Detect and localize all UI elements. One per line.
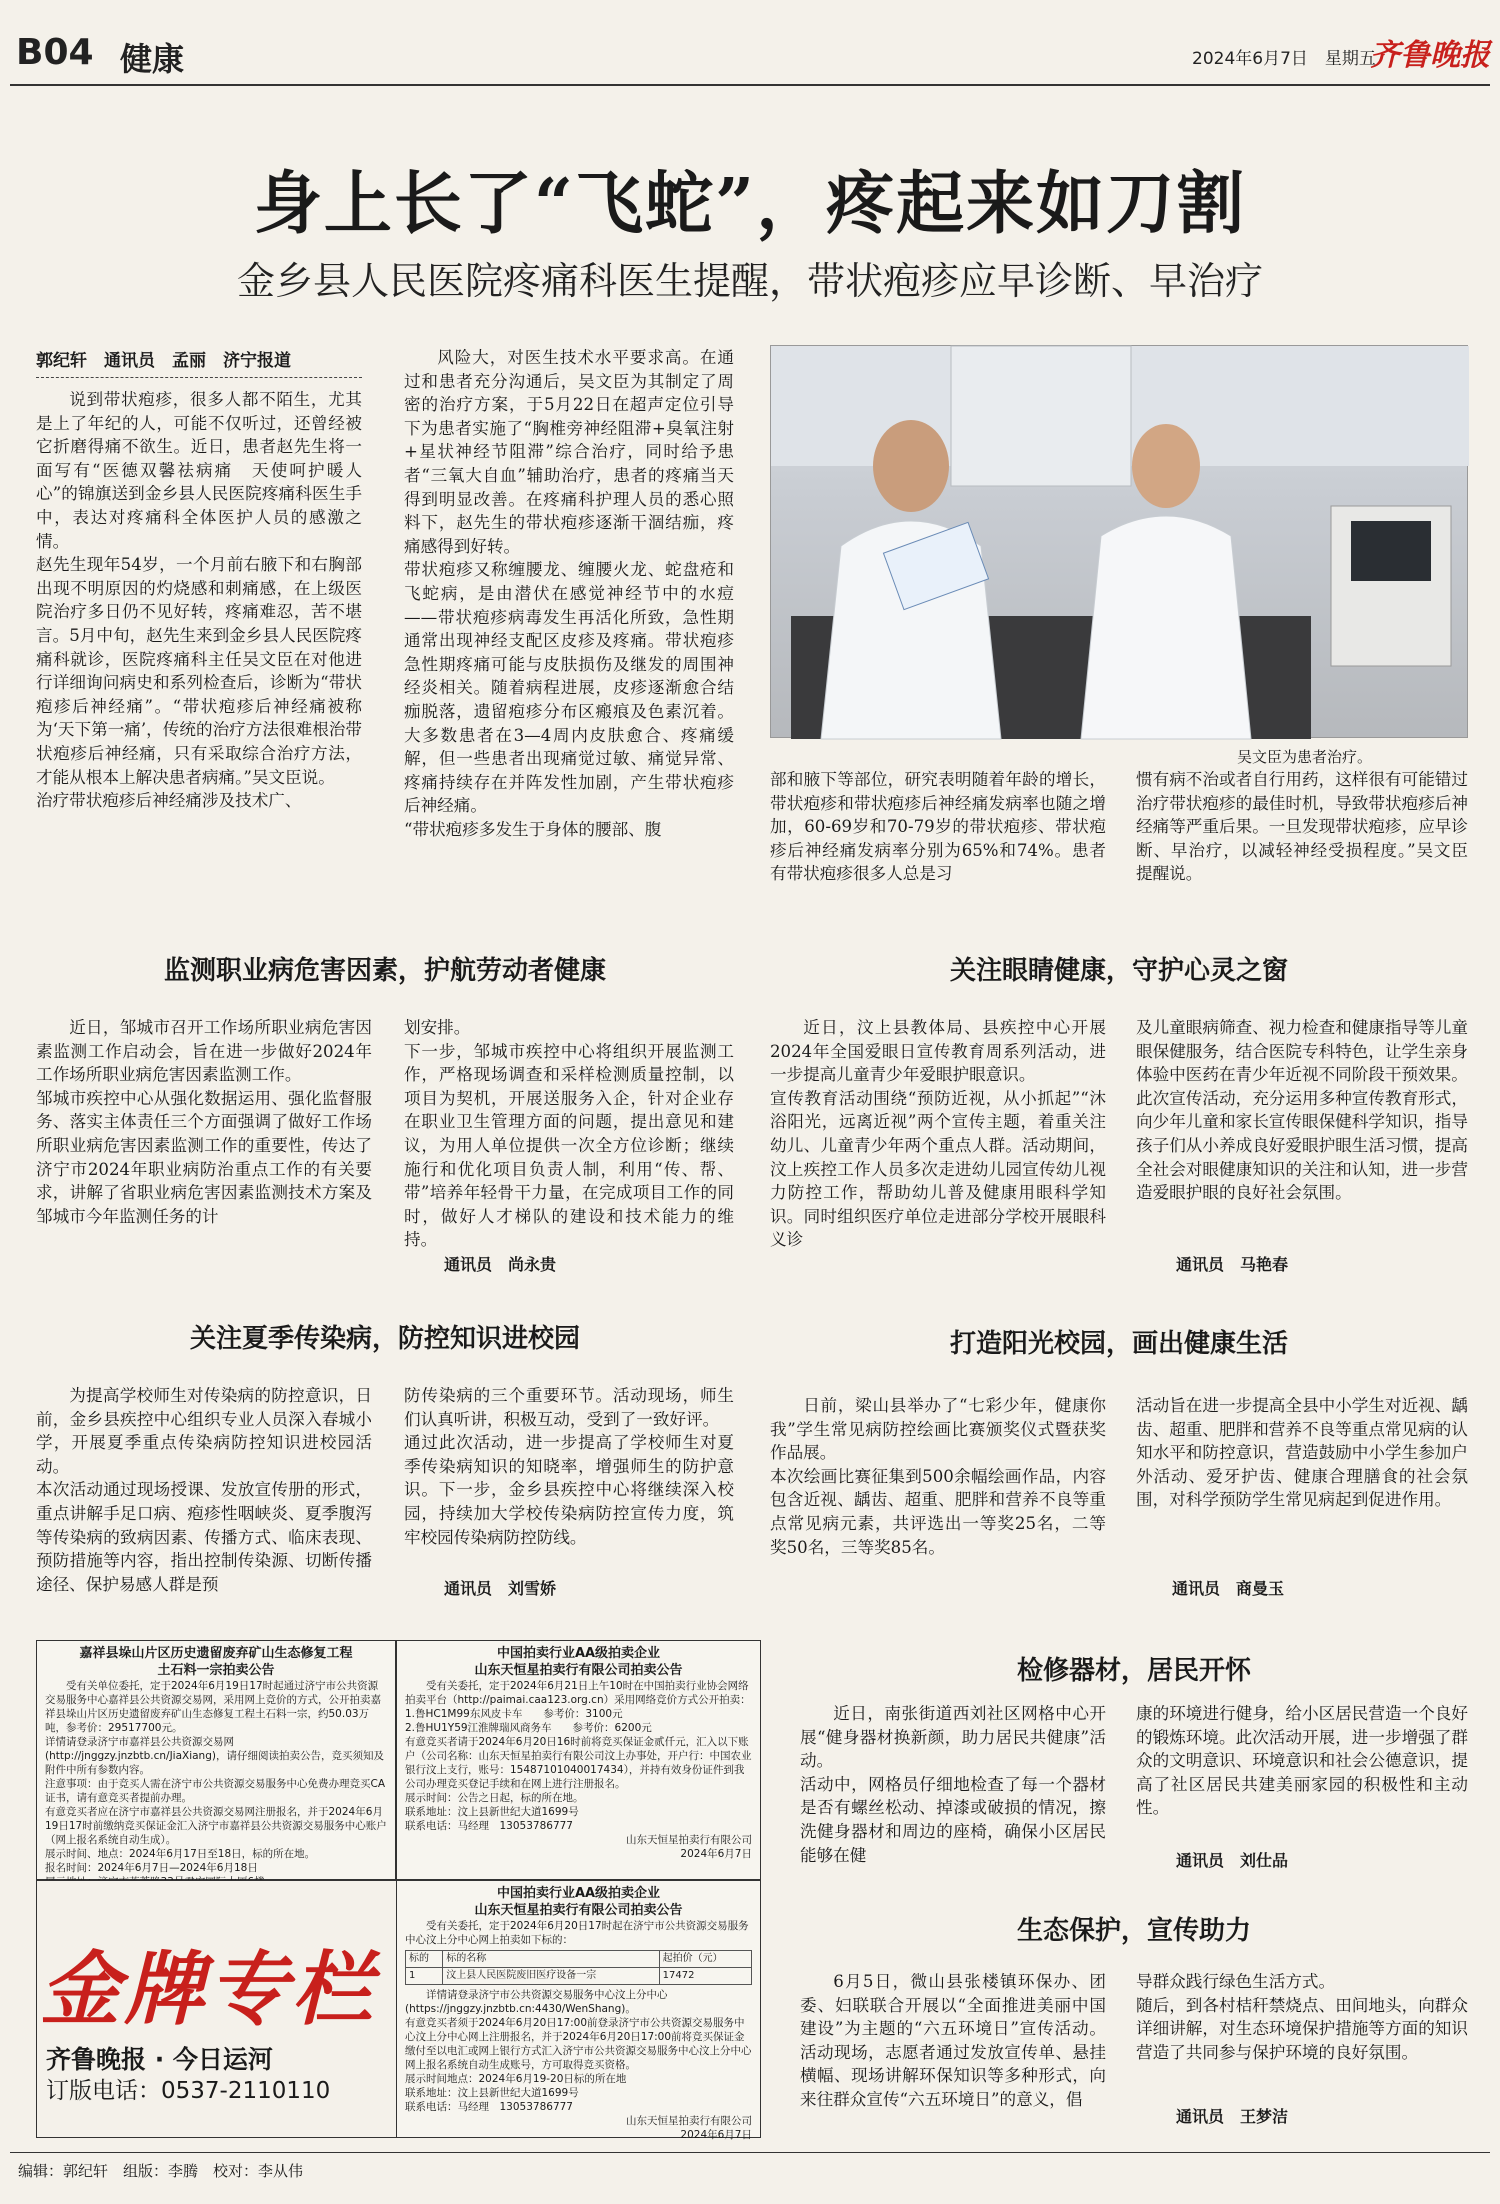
art6-title: 生态保护，宣传助力 — [1016, 1916, 1251, 1946]
art2-title: 关注眼睛健康，守护心灵之窗 — [949, 956, 1288, 986]
art5-col-1: 近日，南张街道西刘社区网格中心开展“健身器材换新颜，助力居民共健康”活动。 活动中，网格员仔细地检查了每一个器材是否有螺丝松动、掉漆或破损的情况，擦洗健身器材和周边的座椅，确保小区居民能够在健 — [800, 1704, 1106, 1865]
art1-col-1: 近日，邹城市召开工作场所职业病危害因素监测工作启动会，旨在进一步做好2024年工作场所职业病危害因素监测工作。 邹城市疾控中心从强化数据运用、强化监督服务、落实主体责任三个方面强调了做好工作场所职业病危害因素监测工作的重要性，传达了济宁市2024年职业病防治重点工作的有关要求，讲解了省职业病危害因素监测技术方案及邹城市今年监测任务的计 — [36, 1018, 372, 1226]
header-rule — [10, 84, 1490, 86]
art3-col-1: 为提高学校师生对传染病的防控意识，日前，金乡县疾控中心组织专业人员深入春城小学，开展夏季重点传染病防控知识进校园活动。 本次活动通过现场授课、发放宣传册的形式，重点讲解手足口病、疱疹性咽峡炎、夏季腹泻等传染病的致病因素、传播方式、临床表现、预防措施等内容，指出控制传染源、切断传播途径、保护易感人群是预 — [36, 1386, 372, 1594]
brand-logo: 金牌专栏 — [40, 1942, 376, 2036]
art4-col-2: 活动旨在进一步提高全县中小学生对近视、龋齿、超重、肥胖和营养不良等重点常见病的认知水平和防控意识，营造鼓励中小学生参加户外活动、爱牙护齿、健康合理膳食的社会氛围，对科学预防学生常见病起到促进作用。 — [1136, 1396, 1468, 1510]
art5-title: 检修器材，居民开怀 — [1016, 1656, 1251, 1686]
ad3-th-price: 起拍价（元） — [659, 1951, 751, 1968]
page-number: B04 — [16, 32, 94, 73]
art3-title: 关注夏季传染病，防控知识进校园 — [189, 1324, 580, 1354]
lead-col-1: 说到带状疱疹，很多人都不陌生，尤其是上了年纪的人，可能不仅听过，还曾经被它折磨得痛不欲生。近日，患者赵先生将一面写有“医德双馨祛病痛 天使呵护暖人心”的锦旗送到金乡县人民医院疼痛科医生手中，表达对疼痛科全体医护人员的感激之情。 赵先生现年54岁，一个月前右腋下和右胸部出现不明原因的灼烧感和刺痛感，在上级医院治疗多日仍不见好转，疼痛难忍，苦不堪言。5月中旬，赵先生来到金乡县人民医院疼痛科就诊，医院疼痛科主任吴文臣在对他进行详细询问病史和系列检查后，诊断为“带状疱疹后神经痛”。“带状疱疹后神经痛被称为‘天下第一痛’，传统的治疗方法很难根治带状疱疹后神经痛，只有采取综合治疗方法，才能从根本上解决患者病痛。”吴文臣说。 治疗带状疱疹后神经痛涉及技术广、 — [36, 390, 362, 811]
ad-auction-3 — [396, 1880, 761, 2141]
footer-rule — [10, 2152, 1490, 2153]
ad-auction-1 — [36, 1640, 396, 1880]
ad3-title-2: 山东天恒星拍卖行有限公司拍卖公告 — [474, 1903, 683, 1918]
ad3-row-name: 汶上县人民医院废旧医疗设备一宗 — [443, 1968, 659, 1985]
issue-date: 2024年6月7日 星期五 — [1192, 49, 1376, 69]
lead-photo — [770, 345, 1468, 738]
art6-col-1: 6月5日，微山县张楼镇环保办、团委、妇联联合开展以“全面推进美丽中国建设”为主题的“六五环境日”宣传活动。活动现场，志愿者通过发放宣传单、悬挂横幅、现场讲解环保知识等多种形式，向来往群众宣传“六五环境日”的意义，倡 — [800, 1972, 1106, 2109]
ad1-title-2: 土石料一宗拍卖公告 — [157, 1663, 275, 1678]
art1-sign: 通讯员 尚永贵 — [444, 1255, 557, 1274]
brand-subtitle: 齐鲁晚报 · 今日运河 — [46, 2045, 273, 2074]
ad3-th-no: 标的 — [406, 1951, 443, 1968]
art5-col-2: 康的环境进行健身，给小区居民营造一个良好的锻炼环境。此次活动开展，进一步增强了群众的文明意识、环境意识和社会公德意识，提高了社区居民共建美丽家园的积极性和主动性。 — [1136, 1704, 1468, 1818]
art1-col-2: 划安排。 下一步，邹城市疾控中心将组织开展监测工作，严格现场调查和采样检测质量控制，以项目为契机，开展送服务入企，针对企业存在职业卫生管理方面的问题，提出意见和建议，为用人单位提供一次全方位诊断；继续施行和优化项目负责人制，利用“传、帮、带”培养年轻骨干力量，在完成项目工作的同时，做好人才梯队的建设和技术能力的维持。 — [404, 1018, 734, 1250]
art5-sign: 通讯员 刘仕品 — [1176, 1851, 1289, 1870]
art2-col-1: 近日，汶上县教体局、县疾控中心开展2024年全国爱眼日宣传教育周系列活动，进一步提高儿童青少年爱眼护眼意识。 宣传教育活动围绕“预防近视，从小抓起”“沐浴阳光，远离近视”两个宣传主题，着重关注幼儿、儿童青少年两个重点人群。活动期间，汶上疾控工作人员多次走进幼儿园宣传幼儿视力防控工作，帮助幼儿普及健康用眼科学知识。同时组织医疗单位走进部分学校开展眼科义诊 — [770, 1018, 1106, 1250]
art2-sign: 通讯员 马艳春 — [1176, 1255, 1289, 1274]
ad3-row-price: 17472 — [659, 1968, 751, 1985]
art3-col-2: 防传染病的三个重要环节。活动现场，师生们认真听讲，积极互动，受到了一致好评。 通过此次活动，进一步提高了学校师生对夏季传染病知识的知晓率，增强师生的防护意识。下一步，金乡县疾控中心将继续深入校园，持续加大学校传染病防控宣传力度，筑牢校园传染病防控防线。 — [404, 1386, 734, 1547]
lead-byline: 郭纪轩 通讯员 孟丽 济宁报道 — [36, 346, 362, 378]
lead-subheadline: 金乡县人民医院疼痛科医生提醒，带状疱疹应早诊断、早治疗 — [236, 259, 1263, 303]
art6-sign: 通讯员 王梦洁 — [1176, 2107, 1289, 2126]
art1-title: 监测职业病危害因素，护航劳动者健康 — [163, 956, 606, 986]
doctor-patient-illustration — [771, 346, 1469, 739]
art2-col-2: 及儿童眼病筛查、视力检查和健康指导等儿童眼保健服务，结合医院专科特色，让学生亲身体验中医药在青少年近视不同阶段干预效果。 此次宣传活动，充分运用多种宣传教育形式，向少年儿童和家长宣传眼保健科学知识，指导孩子们从小养成良好爱眼护眼生活习惯，提高全社会对眼健康知识的关注和认知，进一步营造爱眼护眼的良好社会氛围。 — [1136, 1018, 1468, 1203]
ad1-body: 受有关单位委托，定于2024年6月19日17时起通过济宁市公共资源交易服务中心嘉祥县公共资源交易网，采用网上竞价的方式，公开拍卖嘉祥县垛山片区历史遗留废弃矿山生态修复工程土石料一宗，约50.03万吨，参考价：29517700元。 详情请登录济宁市嘉祥县公共资源交易网(http://jnggzy.jnzbtb.cn/JiaXiang)，请仔细阅读拍卖公告，竞买须知及附件中所有参数内容。 注意事项：由于竞买人需在济宁市公共资源交易服务中心免费办理竞买CA证书，请有意竞买者提前办理。 有意竞买者应在济宁市嘉祥县公共资源交易网注册报名，并于2024年6月19日17时前缴纳竞买保证金汇入济宁市嘉祥县公共资源交易服务中心账户（网上报名系统自动生成）。 展示时间、地点：2024年6月17日至18日，标的所在地。 报名时间：2024年6月7日—2024年6月18日 — [45, 1680, 387, 1874]
art3-sign: 通讯员 刘雪娇 — [444, 1579, 557, 1598]
ad3-th-name: 标的名称 — [443, 1951, 659, 1968]
ad3-row-no: 1 — [406, 1968, 443, 1985]
art4-title: 打造阳光校园，画出健康生活 — [949, 1329, 1288, 1359]
section-name: 健康 — [120, 40, 185, 78]
art4-col-1: 日前，梁山县举办了“七彩少年，健康你我”学生常见病防控绘画比赛颁奖仪式暨获奖作品展。 本次绘画比赛征集到500余幅绘画作品，内容包含近视、龋齿、超重、肥胖和营养不良等重点常见病元素，共评选出一等奖25名，二等奖50名，三等奖85名。 — [770, 1396, 1106, 1557]
art4-sign: 通讯员 商曼玉 — [1172, 1579, 1285, 1598]
ad3-table — [405, 1950, 752, 1985]
ad3-title-1: 中国拍卖行业AA级拍卖企业 — [496, 1886, 661, 1901]
ad3-sign: 山东天恒星拍卖行有限公司 2024年6月7日 — [626, 2115, 752, 2141]
ad-auction-2 — [396, 1640, 761, 1880]
photo-caption: 吴文臣为患者治疗。 — [1237, 748, 1373, 766]
ad2-title-2: 山东天恒星拍卖行有限公司拍卖公告 — [474, 1663, 683, 1678]
ad2-body: 受有关委托，定于2024年6月21日上午10时在中国拍卖行业协会网络拍卖平台（http://paimai.caa123.org.cn）采用网络竞价方式公开拍卖： 1.鲁HC1M99东风皮卡车 参考价：3100元 2.鲁HU1Y59江淮牌瑞风商务车 参考价：6200元 有意竞买者请于2024年6月20日16时前将竞买保证金贰仟元，汇入以下账户（公司名称：山东天恒星拍卖行有限公司汶上办事处，开户行：中国农业银行汶上支行，账号：15487101040017434），并持有效身份证件到我公司办理竞买登记手续和在网上进行注册报名。 展示时间：公告之日起，标的所在地。 联系地址：汶上县新世纪大道1699号 联系电话：马经理 13053786777 — [405, 1680, 752, 1832]
lead-col-3: 部和腋下等部位，研究表明随着年龄的增长，带状疱疹和带状疱疹后神经痛发病率也随之增加，60-69岁和70-79岁的带状疱疹、带状疱疹后神经痛发病率分别为65%和74%。患者有带状疱疹很多人总是习 — [770, 770, 1106, 884]
lead-col-2: 风险大，对医生技术水平要求高。在通过和患者充分沟通后，吴文臣为其制定了周密的治疗方案，于5月22日在超声定位引导下为患者实施了“胸椎旁神经阻滞+臭氧注射+星状神经节阻滞”综合治疗，同时给予患者“三氧大自血”辅助治疗，患者的疼痛当天得到明显改善。在疼痛科护理人员的悉心照料下，赵先生的带状疱疹逐渐干涸结痂，疼痛感得到好转。 带状疱疹又称缠腰龙、缠腰火龙、蛇盘疮和飞蛇病，是由潜伏在感觉神经节中的水痘——带状疱疹病毒发生再活化所致，急性期通常出现神经支配区皮疹及疼痛。带状疱疹急性期疼痛可能与皮肤损伤及继发的周围神经炎相关。随着病程进展，皮疹逐渐愈合结痂脱落，遗留疱疹分布区瘢痕及色素沉着。大多数患者在3—4周内皮肤愈合、疼痛缓解，但一些患者出现痛觉过敏、痛觉异常、疼痛持续存在并阵发性加剧，产生带状疱疹后神经痛。 “带状疱疹多发生于身体的腰部、腹 — [404, 348, 734, 839]
art6-col-2: 导群众践行绿色生活方式。 随后，到各村桔秆禁烧点、田间地头，向群众详细讲解，对生态环境保护措施等方面的知识营造了共同参与保护环境的良好氛围。 — [1136, 1972, 1468, 2062]
ad3-body-2: 详情请登录济宁市公共资源交易服务中心汶上分中心(https://jnggzy.jnzbtb.cn:4430/WenShang)。 有意竞买者须于2024年6月20日17:00前登录济宁市公共资源交易服务中心汶上分中心网上注册报名，并于2024年6月20日17:00前将竞买保证金缴付至以电汇或网上银行方式汇入济宁市公共资源交易服务中心汶上分中心网上报名系统自动生成账号，方可取得竞买资格。 展示时间地点：2024年6月19-20日标的所在地 联系地址：汶上县新世纪大道1699号 联系电话：马经理 13053786777 — [405, 1989, 752, 2113]
editor-credits: 编辑：郭纪轩 组版：李腾 校对：李从伟 — [18, 2162, 304, 2180]
brand-phone: 订版电话：0537-2110110 — [46, 2078, 331, 2104]
ad2-sign: 山东天恒星拍卖行有限公司 2024年6月7日 — [626, 1834, 752, 1860]
newspaper-logo: 齐鲁晚报 — [1370, 38, 1490, 73]
lead-headline: 身上长了“飞蛇”，疼起来如刀割 — [253, 164, 1247, 244]
ad2-title-1: 中国拍卖行业AA级拍卖企业 — [496, 1646, 661, 1661]
lead-col-4: 惯有病不治或者自行用药，这样很有可能错过治疗带状疱疹的最佳时机，导致带状疱疹后神经痛等严重后果。一旦发现带状疱疹，应早诊断、早治疗，以减轻神经受损程度。”吴文臣提醒说。 — [1136, 770, 1468, 884]
ad1-title-1: 嘉祥县垛山片区历史遗留废弃矿山生态修复工程 — [79, 1646, 353, 1661]
ad3-body: 受有关委托，定于2024年6月20日17时起在济宁市公共资源交易服务中心汶上分中心网上拍卖如下标的： — [405, 1920, 749, 1946]
